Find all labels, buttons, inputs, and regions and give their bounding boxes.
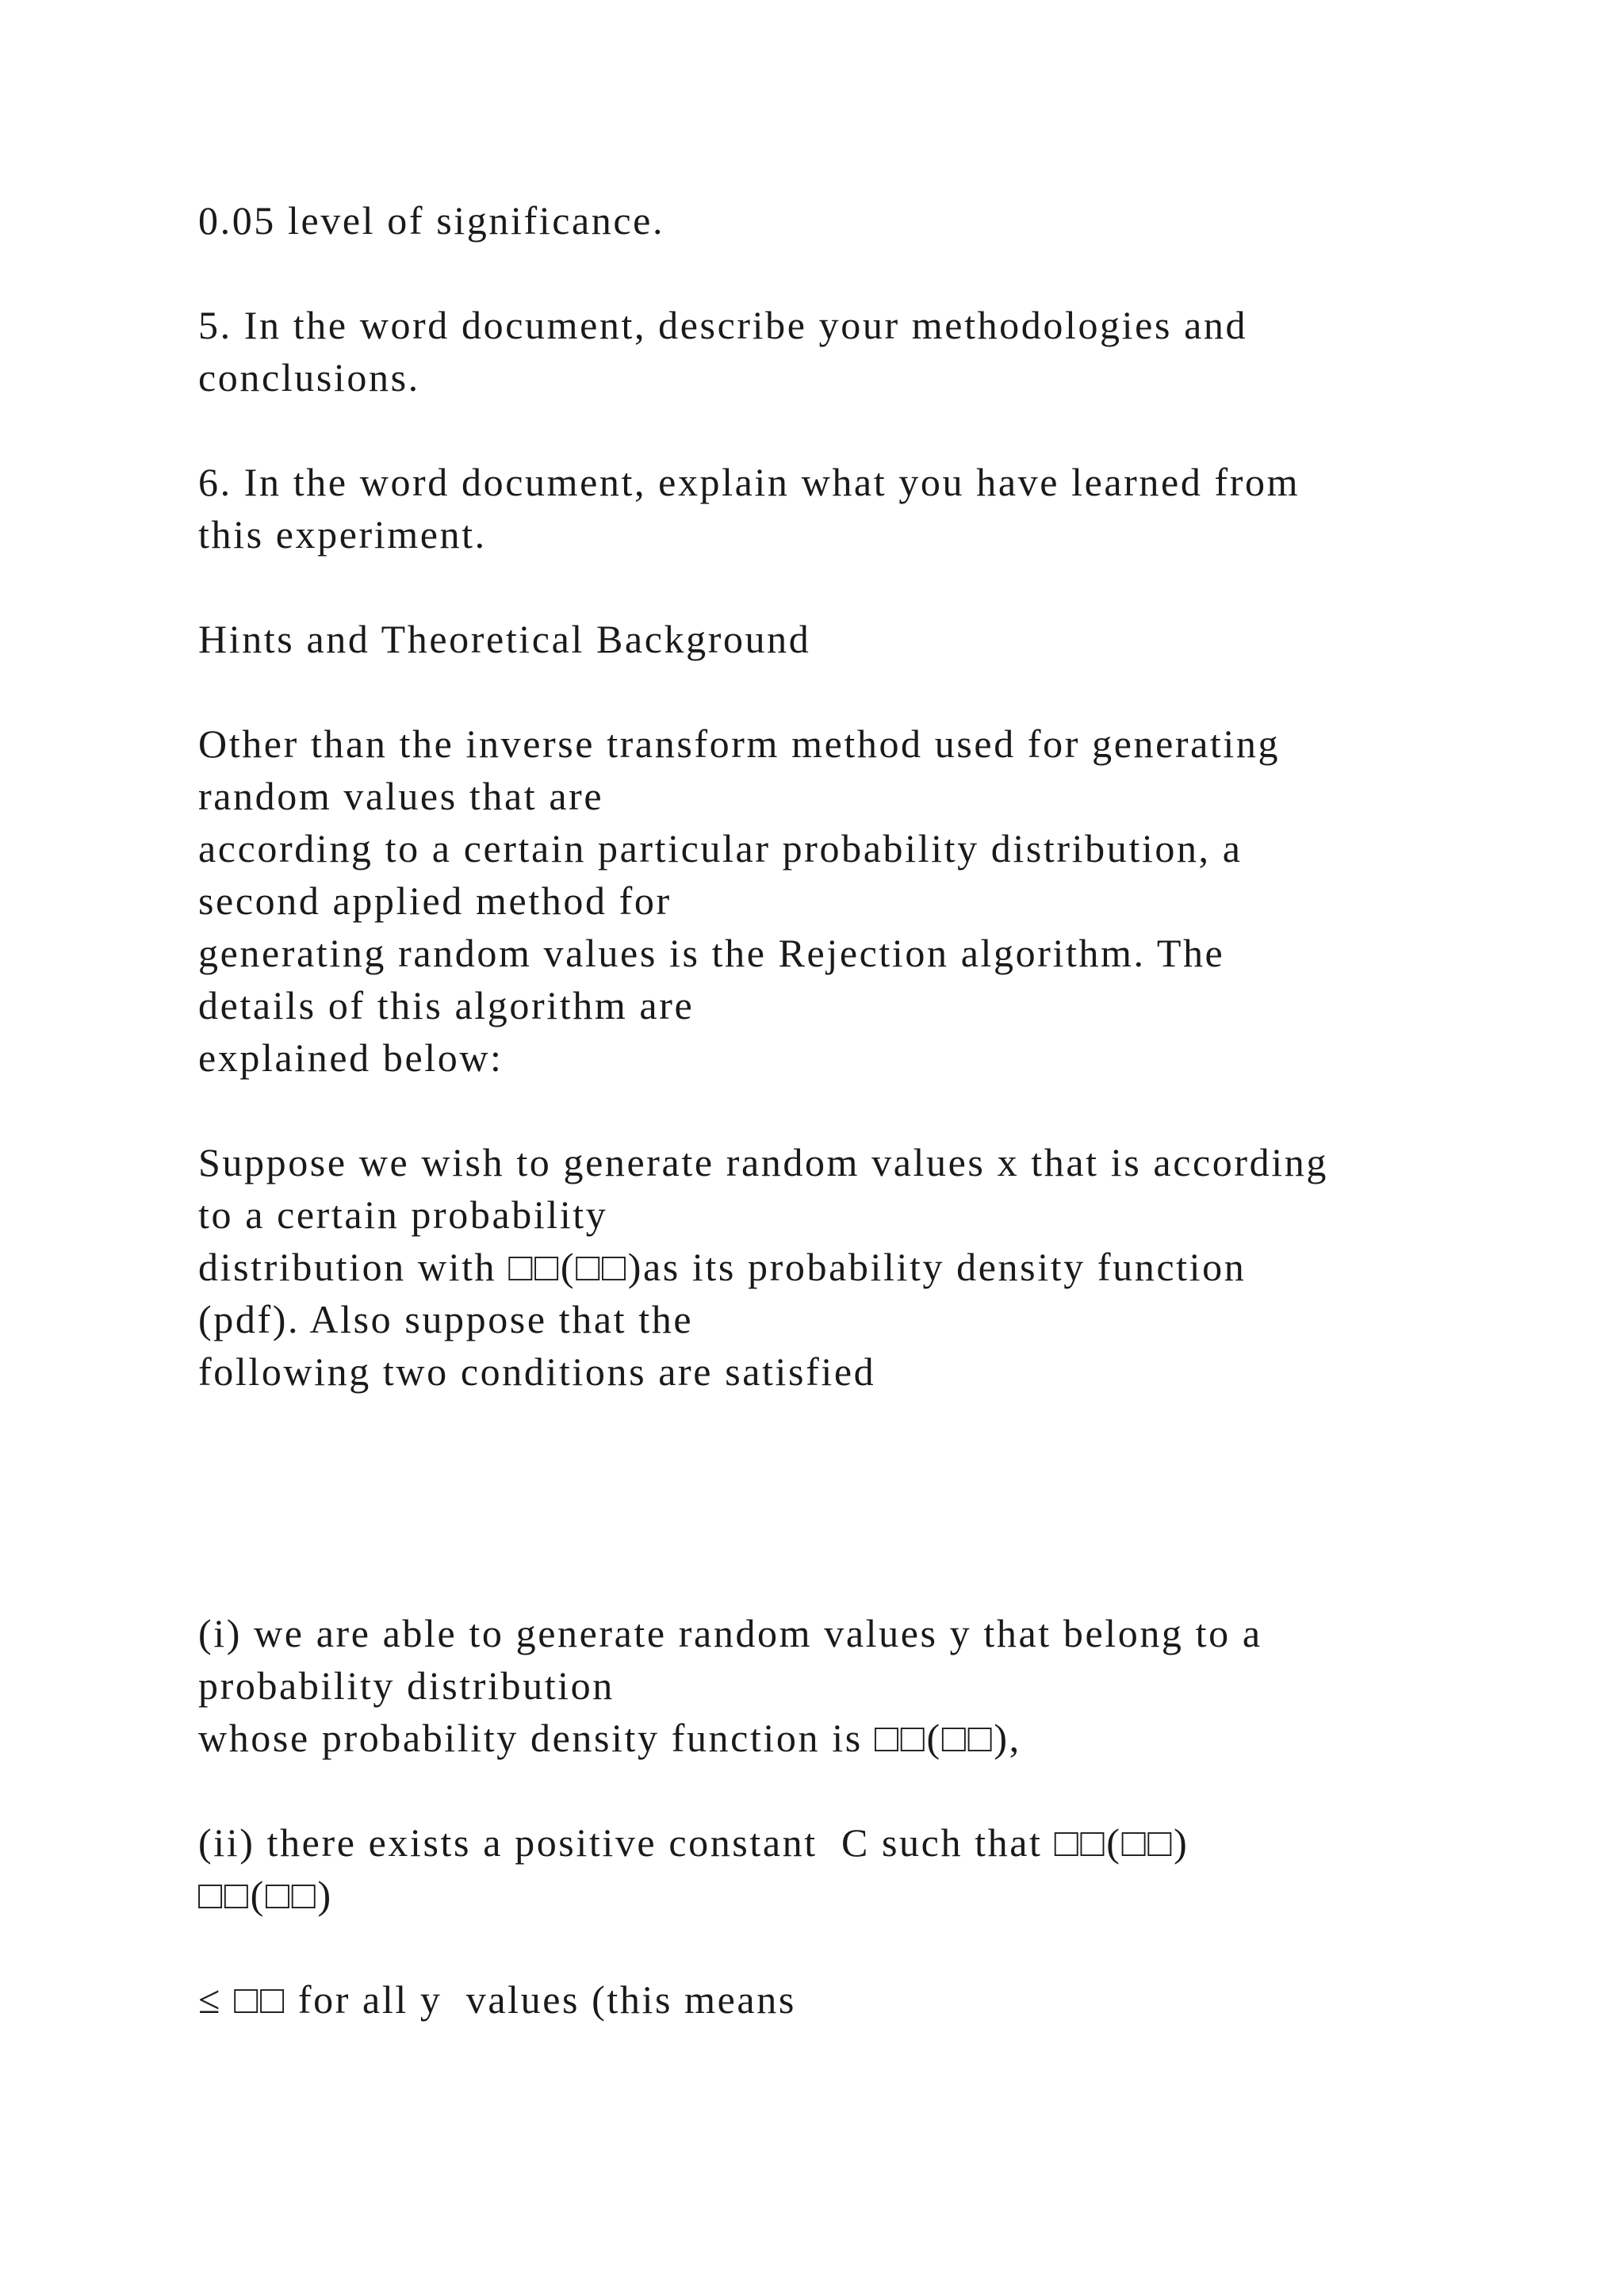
text-line: 5. In the word document, describe your methodologies and bbox=[198, 303, 1248, 347]
text-line: (pdf). Also suppose that the bbox=[198, 1297, 694, 1341]
text-line: generating random values is the Rejection algorithm. The bbox=[198, 931, 1225, 975]
text-line: this experiment. bbox=[198, 512, 487, 557]
text-line: (ii) there exists a positive constant C such that □□(□□) bbox=[198, 1820, 1189, 1865]
blank-line bbox=[198, 561, 1507, 613]
blank-line bbox=[198, 665, 1507, 718]
text-line: details of this algorithm are bbox=[198, 983, 695, 1027]
text-line: ≤ □□ for all y values (this means bbox=[198, 1977, 796, 2022]
blank-space bbox=[198, 1398, 1507, 1607]
blank-line bbox=[198, 404, 1507, 456]
text-line: following two conditions are satisfied bbox=[198, 1349, 876, 1394]
text-line: according to a certain particular probability distribution, a bbox=[198, 826, 1243, 871]
text-line: distribution with □□(□□)as its probability density function bbox=[198, 1245, 1247, 1289]
text-line: Suppose we wish to generate random values x that is according bbox=[198, 1140, 1328, 1184]
blank-line bbox=[198, 247, 1507, 299]
blank-line bbox=[198, 1921, 1507, 1973]
text-line: 6. In the word document, explain what you have learned from bbox=[198, 460, 1300, 504]
document-body bbox=[198, 194, 1507, 2026]
text-line: conclusions. bbox=[198, 355, 420, 400]
text-line: Other than the inverse transform method used for generating bbox=[198, 721, 1281, 766]
section-heading: Hints and Theoretical Background bbox=[198, 617, 811, 661]
blank-line bbox=[198, 1084, 1507, 1136]
text-line: second applied method for bbox=[198, 878, 672, 923]
text-line: explained below: bbox=[198, 1035, 504, 1080]
text-line: □□(□□) bbox=[198, 1873, 333, 1917]
text-line: probability distribution bbox=[198, 1663, 615, 1708]
text-line: whose probability density function is □□(□□), bbox=[198, 1716, 1021, 1760]
text-line: to a certain probability bbox=[198, 1192, 608, 1237]
text-line: 0.05 level of significance. bbox=[198, 198, 665, 243]
blank-line bbox=[198, 1764, 1507, 1816]
text-line: (i) we are able to generate random values y that belong to a bbox=[198, 1611, 1262, 1655]
text-line: random values that are bbox=[198, 774, 604, 818]
